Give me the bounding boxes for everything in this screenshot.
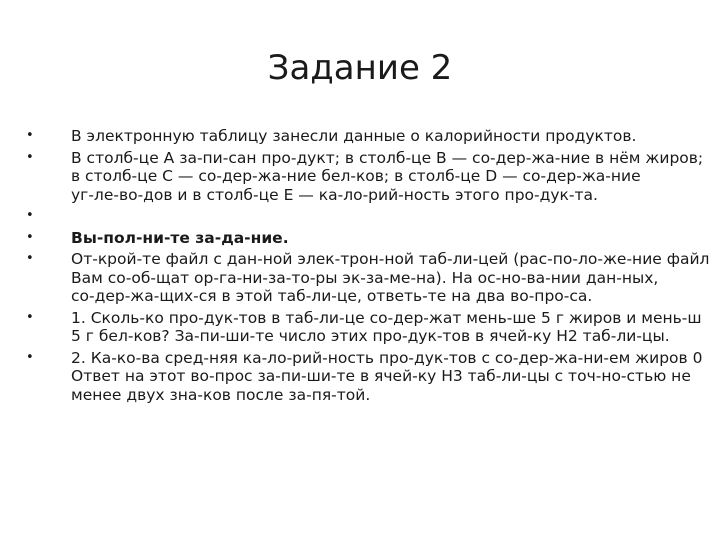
bullet-dot-icon: • (26, 149, 34, 165)
bullet-text-line: От-крой-те файл с дан-ной элек-трон-ной таб-ли-цей (рас-по-ло-же-ние файл (71, 250, 710, 268)
bullet-item (26, 149, 720, 205)
bullet-text-line: Ответ на этот во-прос за-пи-ши-те в ячей-ку H3 таб-ли-цы с точ-но-стью не (71, 367, 691, 385)
bullet-text-line: менее двух зна-ков после за-пя-той. (71, 385, 371, 404)
bullet-list (26, 127, 720, 407)
bullet-text-line: Вы-пол-ни-те за-да-ние. (71, 228, 289, 247)
bullet-item (26, 229, 720, 248)
bullet-text-line: 2. Ка-ко-ва сред-няя ка-ло-рий-ность про-дук-тов с со-дер-жа-ни-ем жиров 0 (71, 348, 703, 367)
bullet-dot-icon: • (26, 208, 34, 223)
bullet-text-line: в столб-це C — со-дер-жа-ние бел-ков; в столб-це D — со-дер-жа-ние (71, 167, 641, 185)
bullet-item (26, 309, 720, 346)
slide-title (0, 46, 720, 90)
bullet-dot-icon: • (26, 349, 34, 365)
bullet-text-line: 5 г бел-ков? За-пи-ши-те число этих про-дук-тов в ячей-ку H2 таб-ли-цы. (71, 327, 670, 345)
bullet-text-line: В столб-це A за-пи-сан про-дукт; в столб-це B — со-дер-жа-ние в нём жиров; (71, 148, 704, 167)
bullet-item (26, 349, 720, 405)
bullet-dot-icon: • (26, 229, 34, 245)
bullet-text-line: В электронную таблицу занесли данные о калорийности продуктов. (71, 127, 637, 145)
bullet-dot-icon: • (26, 251, 34, 266)
bullet-text-line: 1. Сколь-ко про-дук-тов в таб-ли-це со-дер-жат мень-ше 5 г жиров и мень-ш (71, 308, 702, 327)
bullet-text-line: со-дер-жа-щих-ся в этой таб-ли-це, ответь-те на два во-про-са. (71, 287, 593, 305)
bullet-dot-icon: • (26, 128, 34, 143)
bullet-text-line: Вам со-об-щат ор-га-ни-за-то-ры эк-за-ме-на). На ос-но-ва-нии дан-ных, (71, 268, 659, 287)
bullet-item (26, 207, 720, 226)
bullet-dot-icon: • (26, 309, 34, 325)
slide-title-text: Задание 2 (267, 48, 453, 88)
bullet-item (26, 127, 720, 146)
bullet-text-line (71, 207, 720, 226)
bullet-text-line: уг-ле-во-дов и в столб-це E — ка-ло-рий-ность этого про-дук-та. (71, 185, 598, 204)
bullet-item (26, 250, 720, 306)
